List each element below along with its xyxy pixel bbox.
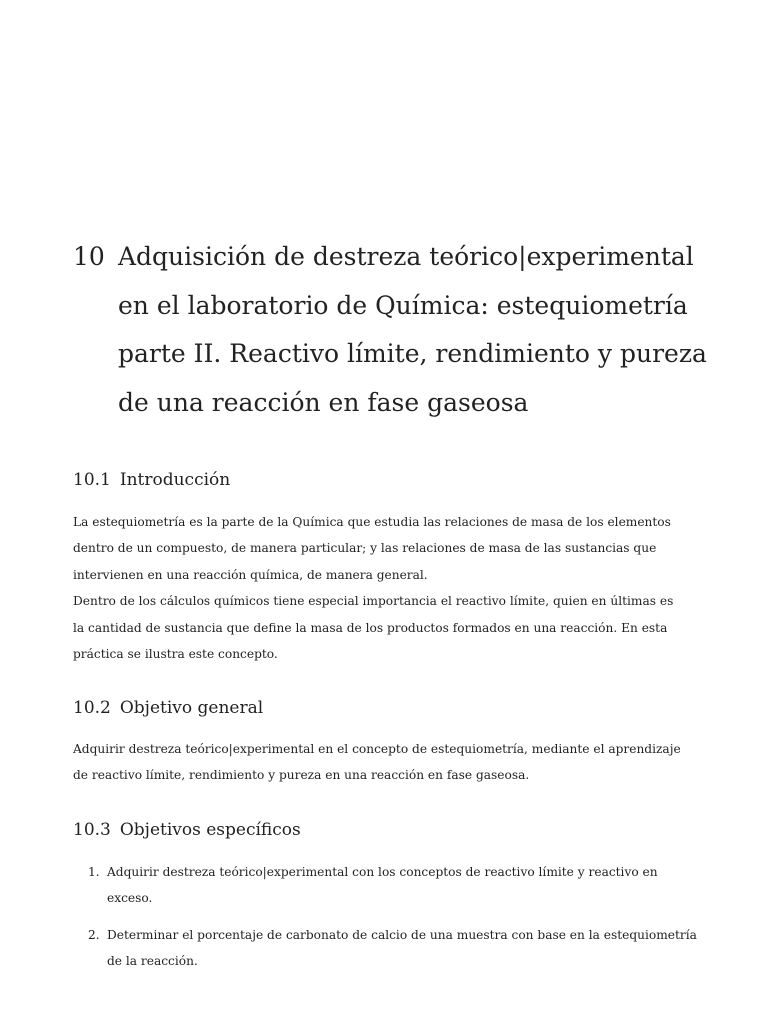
list-item (73, 859, 673, 912)
paragraph-introduccion (73, 509, 673, 667)
chapter-title-line: en el laboratorio de Química: estequiometría (118, 290, 688, 320)
chapter-title-line: de una reacción en fase gaseosa (118, 387, 529, 417)
section-number: 10.3 (73, 820, 111, 840)
paragraph-line: de reactivo límite, rendimiento y pureza en una reacción en fase gaseosa. (73, 768, 530, 783)
paragraph-line: la cantidad de sustancia que define la masa de los productos formados en una reacción. En esta (73, 620, 668, 635)
section-heading-objetivos-especificos (73, 819, 673, 841)
paragraph-objetivo-general (73, 736, 681, 789)
paragraph-line: práctica se ilustra este concepto. (73, 647, 278, 662)
section-title: Objetivo general (119, 698, 264, 718)
section-title: Objetivos específicos (119, 820, 301, 840)
chapter-title-line: parte II. Reactivo límite, rendimiento y pureza (118, 339, 707, 368)
list-item (73, 922, 697, 975)
chapter-number: 10 (73, 242, 105, 271)
objectives-list (73, 859, 697, 975)
section-number: 10.2 (73, 698, 111, 718)
section-title: Introducción (119, 470, 231, 490)
paragraph-line: La estequiometría es la parte de la Química que estudia las relaciones de masa de los elementos (73, 515, 671, 529)
chapter-title (118, 233, 718, 427)
section-heading-introduccion (73, 469, 673, 491)
paragraph-line: dentro de un compuesto, de manera particular; y las relaciones de masa de las sustancias que (73, 541, 657, 556)
list-item-marker: 2. (88, 927, 100, 942)
paragraph-line: Adquirir destreza teórico|experimental en el concepto de estequiometría, mediante el aprendizaje (73, 742, 681, 756)
list-item-marker: 1. (88, 865, 100, 879)
paragraph-line: Dentro de los cálculos químicos tiene especial importancia el reactivo límite, quien en últimas es (73, 594, 674, 609)
section-heading-objetivo-general (73, 697, 673, 719)
chapter-title-line: Adquisición de destreza teórico|experimental (118, 242, 694, 271)
list-item-line: Determinar el porcentaje de carbonato de calcio de una muestra con base en la estequiometría (107, 927, 697, 942)
list-item-line: Adquirir destreza teórico|experimental con los conceptos de reactivo límite y reactivo en (107, 865, 658, 879)
list-item-line: exceso. (107, 891, 153, 906)
section-number: 10.1 (73, 470, 111, 490)
list-item-line: de la reacción. (107, 954, 198, 969)
paragraph-line: intervienen en una reacción química, de manera general. (73, 567, 428, 582)
